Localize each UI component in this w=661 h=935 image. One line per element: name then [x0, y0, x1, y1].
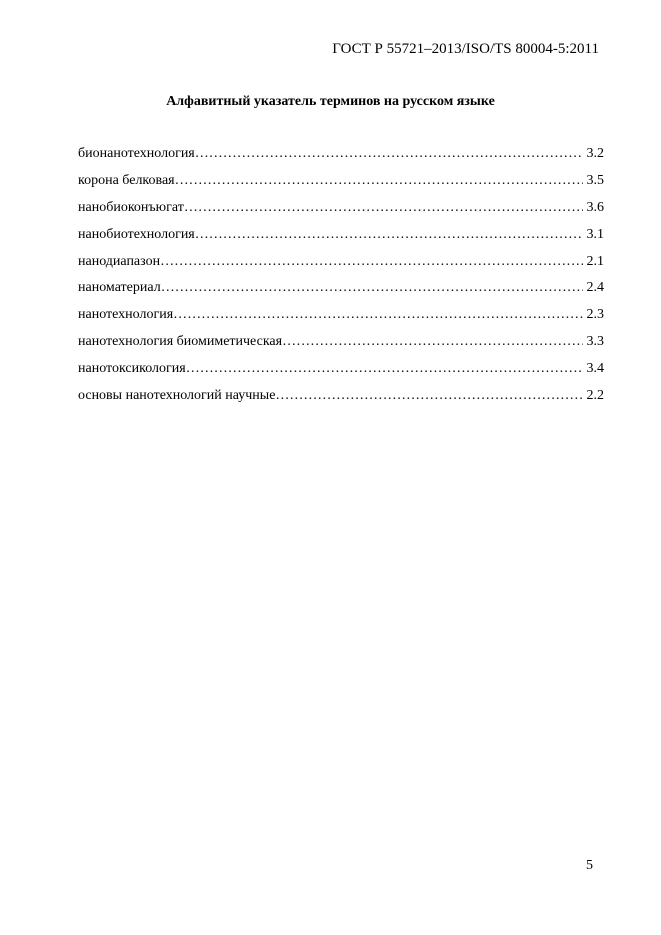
- index-entry: [78, 172, 604, 199]
- index-entry-number: 2.4: [586, 280, 604, 296]
- index-entry-number: 2.1: [586, 253, 604, 269]
- index-entry-number: 3.4: [586, 361, 604, 377]
- index-entry-term: бионанотехнология: [78, 146, 195, 161]
- index-entry: [78, 226, 604, 253]
- index-entry-term: нанобиотехнология: [78, 226, 195, 242]
- index-entry: [78, 279, 604, 306]
- index-entry-number: 3.6: [586, 199, 604, 215]
- index-entry-number: 2.2: [586, 388, 604, 404]
- index-entry: [78, 387, 604, 414]
- index-entry-term: нанотоксикология: [78, 361, 186, 377]
- index-entry-number: 3.3: [586, 334, 604, 350]
- index-entry-term: корона белковая: [78, 172, 175, 188]
- index-entry: [78, 333, 604, 360]
- index-entry-number: 3.2: [586, 146, 604, 161]
- index-title: Алфавитный указатель терминов на русском языке: [166, 94, 495, 109]
- dot-leader: [195, 145, 583, 162]
- index-entry-term: нанотехнология: [78, 307, 174, 323]
- dot-leader: [195, 226, 583, 243]
- dot-leader: [184, 199, 583, 216]
- document-code-header: ГОСТ Р 55721–2013/ISO/TS 80004-5:2011: [332, 41, 599, 57]
- index-entry-term: нанобиоконъюгат: [78, 199, 184, 215]
- dot-leader: [186, 360, 583, 377]
- dot-leader: [161, 279, 583, 296]
- term-index-list: [78, 145, 604, 414]
- index-entry: [78, 306, 604, 333]
- index-entry-number: 3.5: [586, 172, 604, 188]
- index-entry: [78, 253, 604, 280]
- dot-leader: [282, 333, 582, 350]
- index-entry-term: наноматериал: [78, 280, 161, 296]
- dot-leader: [175, 172, 583, 189]
- dot-leader: [275, 387, 582, 404]
- index-entry: [78, 360, 604, 387]
- dot-leader: [160, 253, 582, 270]
- index-entry: [78, 199, 604, 226]
- page-number: 5: [586, 858, 593, 873]
- index-entry-term: нанотехнология биомиметическая: [78, 334, 283, 350]
- index-entry-number: 3.1: [586, 226, 604, 242]
- dot-leader: [173, 306, 582, 323]
- index-entry-term: нанодиапазон: [78, 253, 161, 269]
- index-entry-number: 2.3: [586, 307, 604, 323]
- index-entry: [78, 145, 604, 172]
- index-entry-term: основы нанотехнологий научные: [78, 388, 276, 404]
